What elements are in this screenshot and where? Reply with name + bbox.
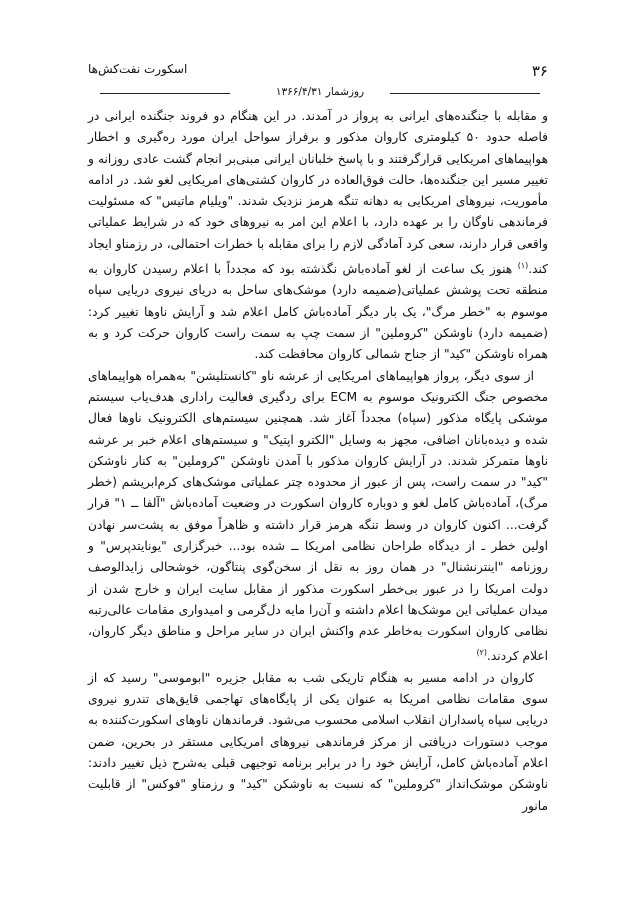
paragraph [88,668,548,817]
paragraph-text-continued: هنوز یک ساعت از لغو آماده‌باش نگذشته بود که مجدداً با اعلام رسیدن کاروان به منطقه تحت پوشش عملیاتی(ضمیمه دارد) موشک‌های ساحل به دریای نیروی دریایی سپاه موسوم به "خطر مرگ"، یک بار دیگر آماده‌باش کامل اعلام شد و آرایش ناوها تغییر کرد: (ضمیمه دارد) ناوشکن "کروملین" از سمت چپ به سمت راست کاروان حرکت کرد و به همراه ناوشکن "کید" از جناح شمالی کاروان محافظت کند. [88,262,548,362]
page-number: ۳۶ [531,62,548,80]
date-line [100,86,540,98]
paragraph [88,106,548,366]
footnote-marker: (۱) [517,261,529,271]
footnote-marker: (۲) [476,648,488,658]
divider-left [100,93,230,94]
divider-right [390,93,540,94]
body-text [88,106,548,817]
paragraph [88,366,548,668]
paragraph-text: کاروان در ادامه مسیر به هنگام تاریکی شب به مقابل جزیره "ابوموسی" رسید که از سوی مقامات نظامی امریکا به عنوان یکی از پایگاه‌های تهاجمی قایق‌های تندرو نیروی دریایی سپاه پاسداران انقلاب اسلامی محسوب می‌شود. فرماندهان ناوهای اسکورت‌کننده به موجب دستورات دریافتی از مرکز فرماندهی نیروهای امریکایی مستقر در بحرین، ضمن اعلام آماده‌باش کامل، آرایش خود را در برابر برنامه توجیهی قبلی به‌شرح ذیل تغییر دادند: ناوشکن موشک‌انداز "کروملین" که نسبت به ناوشکن "کید" و رزمناو "فوکس" از قابلیت مانور [88,670,548,813]
date-label: روزشمار ۱۳۶۶/۴/۳۱ [275,86,365,98]
page-header [88,62,548,84]
paragraph-text: از سوی دیگر، پرواز هواپیماهای امریکایی از عرشه ناو "کانستلیشن" به‌همراه هواپیماهای مخصوص جنگ الکترونیک موسوم به ECM برای ردگیری فعالیت راداری هدف‌یاب سیستم موشکی پایگاه مذکور (سپاه) مجدداً آغاز شد. همچنین سیستم‌های الکترونیک ناوها فعال شده و دیده‌بانان اضافی، مجهز به وسایل "الکترو اپتیک" و سیستم‌های اعلام خبر بر عرشه ناوها متمرکز شدند. در آرایش کاروان مذکور با آمدن ناوشکن "کروملین" به کنار ناوشکن "کید" در سمت راست، پس از عبور از محدوده چتر عملیاتی موشک‌های کرم‌ابریشم (خطر مرگ)، آماده‌باش کامل لغو و دوباره کاروان اسکورت در وضعیت آماده‌باش "آلفا ــ ۱" قرار گرفت... اکنون کاروان در وسط تنگه هرمز قرار داشته و ظاهراً موفق به پشت‌سر نهادن اولین خطر ـ از دیدگاه طراحان نظامی امریکا ــ شده بود... خبرگزاری "یونایتدپرس" و روزنامه "اینترنشنال" در همان روز به نقل از سخن‌گوی پنتاگون، خوشحالی زایدالوصف دولت امریکا را در عبور بی‌خطر اسکورت مذکور از مقابل سایت ایران و خارج شدن از میدان عملیاتی این موشک‌ها اعلام داشته و آن‌را مایه دل‌گرمی و امیدواری مقامات عالی‌رتبه نظامی کاروان اسکورت به‌خاطر عدم واکنش ایران در سایر مراحل و مناطق دیگر کاروان، اعلام کردند. [88,368,549,664]
paragraph-text: و مقابله با جنگنده‌های ایرانی به پرواز در آمدند. در این هنگام دو فروند جنگنده ایرانی در فاصله حدود ۵۰ کیلومتری کاروان مذکور و برفراز سواحل ایران مورد ره‌گیری و اخطار هواپیماهای امریکایی قرارگرفتند و با پاسخ خلبانان ایرانی مبنی‌بر انجام گشت عادی روزانه و تغییر مسیر این جنگنده‌ها، حالت فوق‌العاده در کاروان کشتی‌های امریکایی لغو شد. در ادامه مأموریت، نیروهای امریکایی به دهانه تنگه هرمز نزدیک شدند. "ویلیام ماتیس" که مسئولیت فرماندهی ناوگان را بر عهده دارد، با اعلام این امر به نیروهای خود که در شرایط عملیاتی واقعی قرار دارند، سعی کرد آمادگی لازم را برای مقابله با خطرات احتمالی، در رزمناو ایجاد کند. [88,109,548,277]
running-head: اسکورت نفت‌کش‌ها [88,62,188,76]
